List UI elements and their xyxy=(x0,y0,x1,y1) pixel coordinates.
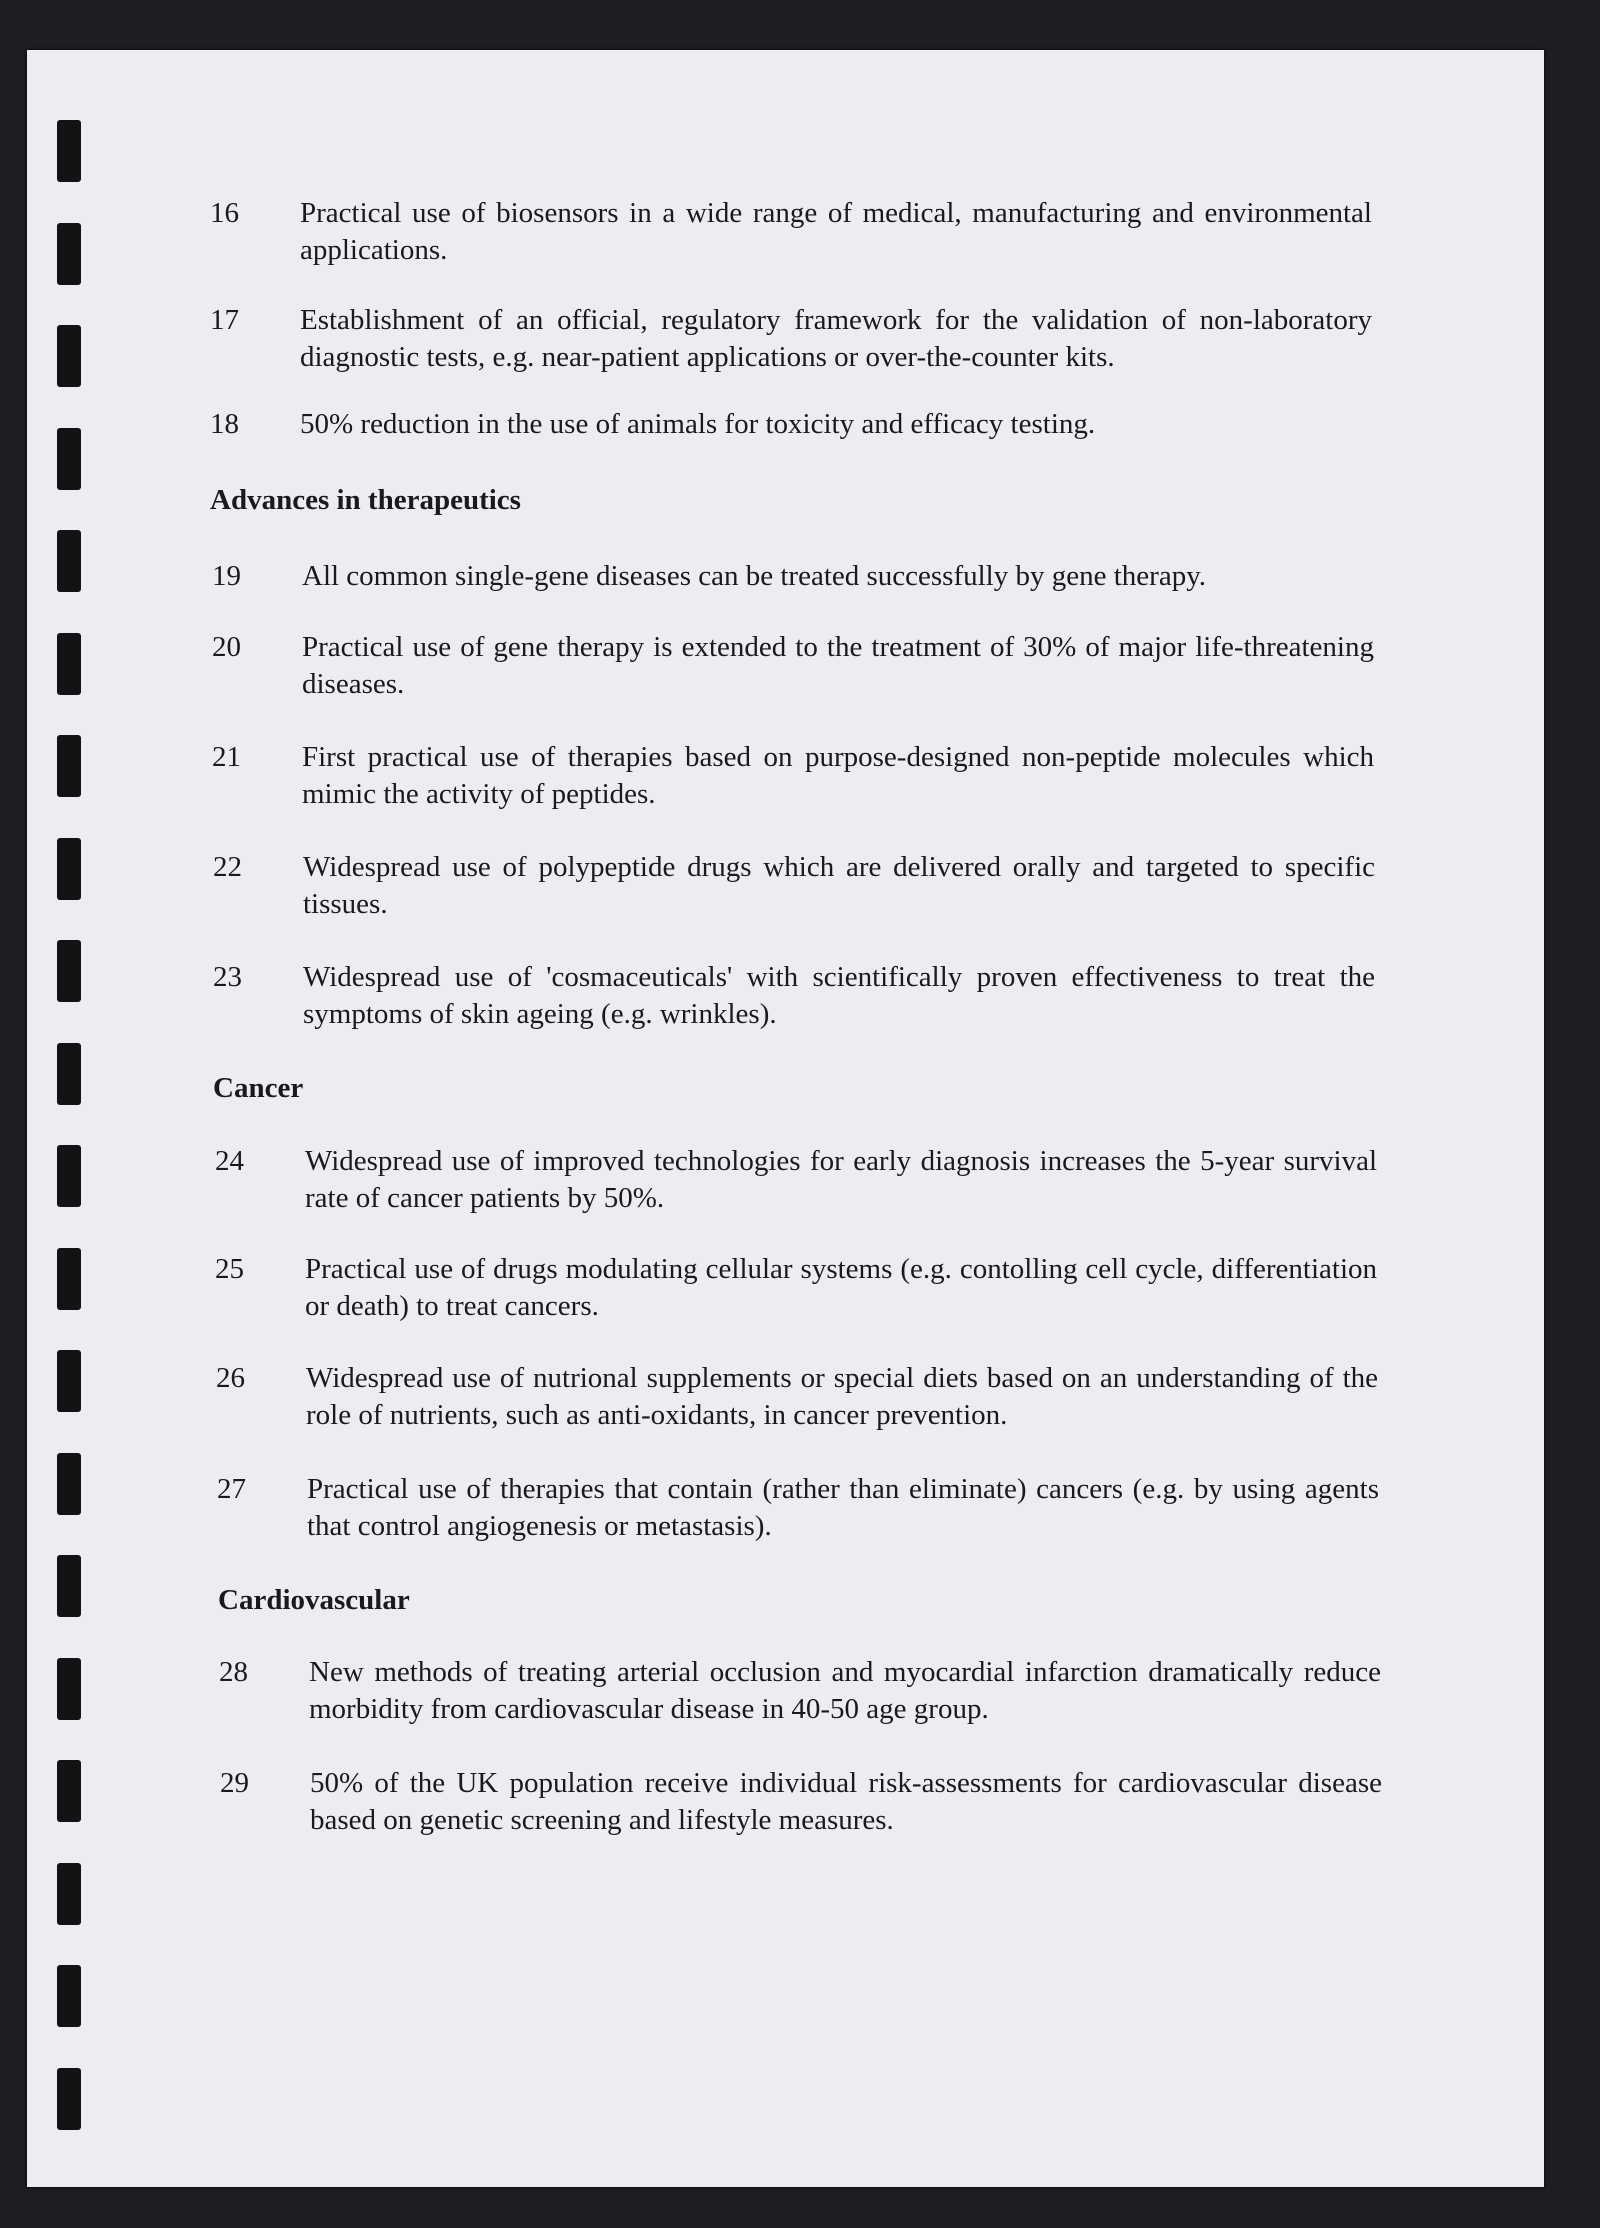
binding-hole xyxy=(57,1145,81,1207)
item-number: 18 xyxy=(210,408,239,440)
item-text: Widespread use of nutrional supplements or special diets based on an understanding of the role of nutrients, such as anti-oxidants, in cancer prevention. xyxy=(306,1362,1378,1431)
item-number: 20 xyxy=(212,631,241,663)
item-text: Practical use of drugs modulating cellular systems (e.g. contolling cell cycle, differentiation or death) to treat cancers. xyxy=(305,1253,1377,1322)
item-number: 17 xyxy=(210,304,239,336)
binding-hole xyxy=(57,1863,81,1925)
item-number: 24 xyxy=(215,1145,244,1177)
section-heading-cancer: Cancer xyxy=(213,1072,304,1104)
item-number: 25 xyxy=(215,1253,244,1285)
binding-hole xyxy=(57,940,81,1002)
item-text: Widespread use of improved technologies for early diagnosis increases the 5-year survival rate of cancer patients by 50%. xyxy=(305,1145,1377,1214)
binding-hole xyxy=(57,838,81,900)
binding-hole xyxy=(57,1965,81,2027)
binding-hole xyxy=(57,1043,81,1105)
binding-hole xyxy=(57,325,81,387)
item-number: 29 xyxy=(220,1767,249,1799)
item-number: 21 xyxy=(212,741,241,773)
item-text: First practical use of therapies based on purpose-designed non-peptide molecules which mimic the activity of peptides. xyxy=(302,741,1374,810)
section-heading-therapeutics: Advances in therapeutics xyxy=(210,484,521,516)
binding-hole xyxy=(57,120,81,182)
binding-hole xyxy=(57,2068,81,2130)
item-number: 19 xyxy=(212,560,241,592)
binding-hole xyxy=(57,633,81,695)
binding-hole xyxy=(57,1658,81,1720)
binding-hole xyxy=(57,1248,81,1310)
binding-hole xyxy=(57,530,81,592)
item-number: 16 xyxy=(210,197,239,229)
item-text: Widespread use of polypeptide drugs which are delivered orally and targeted to specific tissues. xyxy=(303,851,1375,920)
binding-hole xyxy=(57,1760,81,1822)
binding-hole xyxy=(57,1453,81,1515)
item-text: All common single-gene diseases can be treated successfully by gene therapy. xyxy=(302,560,1207,592)
binding-hole xyxy=(57,223,81,285)
item-number: 28 xyxy=(219,1656,248,1688)
section-heading-cardiovascular: Cardiovascular xyxy=(218,1584,410,1616)
binding-hole xyxy=(57,735,81,797)
item-text: Practical use of gene therapy is extended to the treatment of 30% of major life-threatening diseases. xyxy=(302,631,1374,700)
item-number: 23 xyxy=(213,961,242,993)
item-text: New methods of treating arterial occlusion and myocardial infarction dramatically reduce morbidity from cardiovascular disease in 40-50 age group. xyxy=(309,1656,1381,1725)
item-number: 22 xyxy=(213,851,242,883)
item-text: Establishment of an official, regulatory framework for the validation of non-laboratory diagnostic tests, e.g. near-patient applications or over-the-counter kits. xyxy=(300,304,1372,373)
item-text: 50% reduction in the use of animals for toxicity and efficacy testing. xyxy=(300,408,1096,440)
binding-hole xyxy=(57,428,81,490)
item-number: 27 xyxy=(217,1473,246,1505)
item-text: Widespread use of 'cosmaceuticals' with scientifically proven effectiveness to treat the symptoms of skin ageing (e.g. wrinkles). xyxy=(303,961,1375,1030)
item-number: 26 xyxy=(216,1362,245,1394)
binding-hole xyxy=(57,1350,81,1412)
item-text: 50% of the UK population receive individual risk-assessments for cardiovascular disease based on genetic screening and lifestyle measures. xyxy=(310,1767,1382,1836)
binding-hole xyxy=(57,1555,81,1617)
item-text: Practical use of biosensors in a wide range of medical, manufacturing and environmental applications. xyxy=(300,197,1372,266)
item-text: Practical use of therapies that contain (rather than eliminate) cancers (e.g. by using agents that control angiogenesis or metastasis). xyxy=(307,1473,1379,1542)
